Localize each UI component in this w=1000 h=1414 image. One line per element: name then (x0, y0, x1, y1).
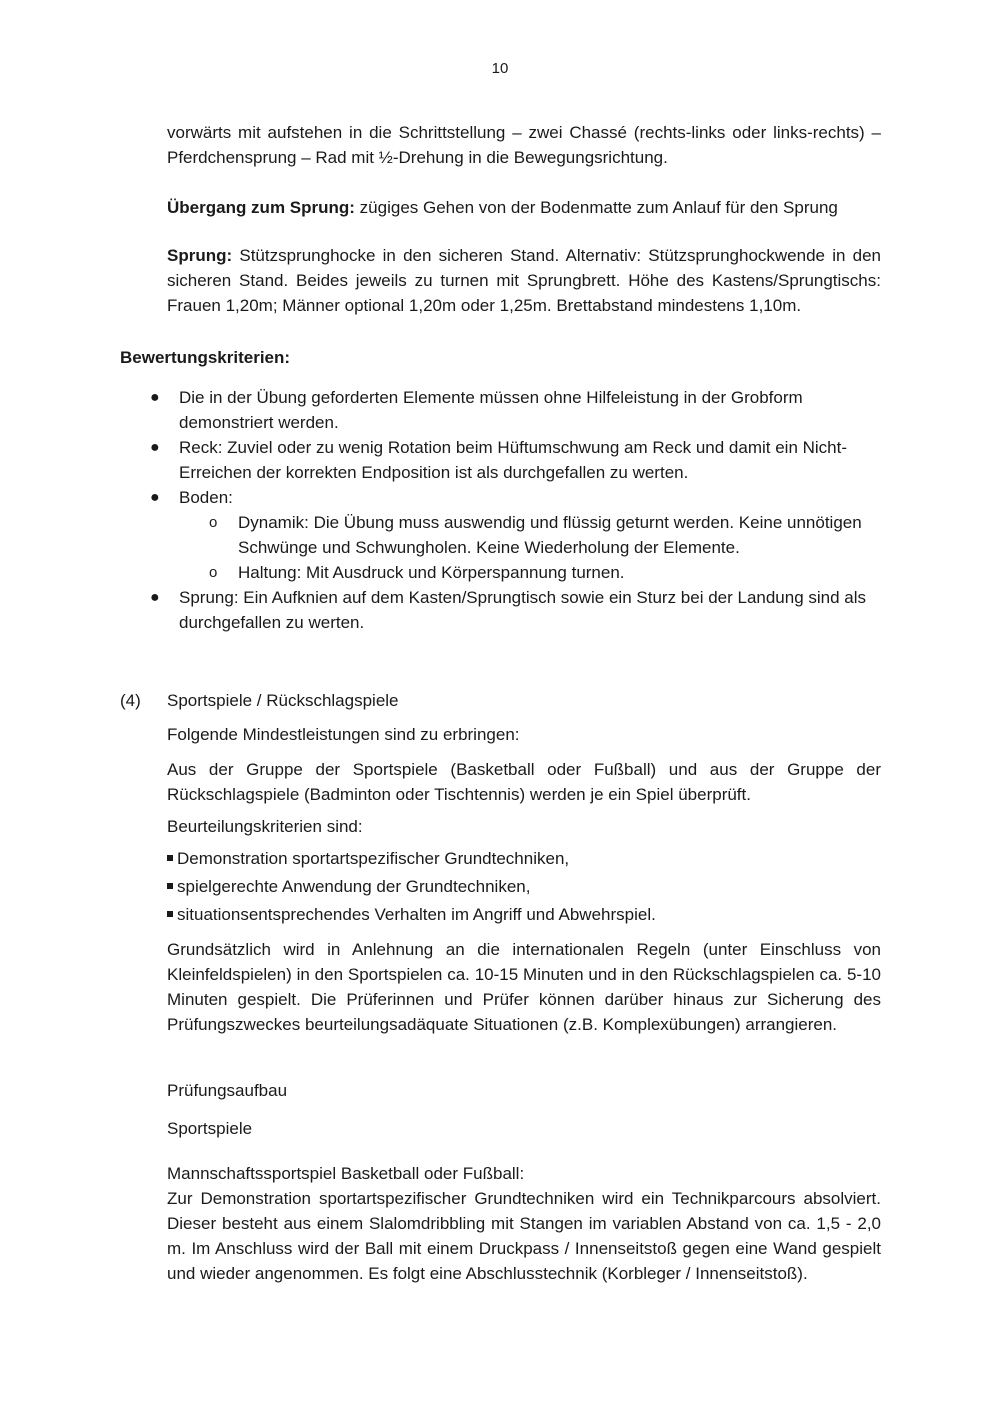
circle-bullet-icon: o (209, 514, 218, 531)
team-sport-paragraph: Zur Demonstration sportartspezifischer Grundtechniken wird ein Technikparcours absolviert. Dieser besteht aus einem Slalomdribbling mit Stangen im variablen Abstand von ca. 1,5 - 2,0 m. Im Anschluss wird der Ball mit einem Druckpass / Innenseitstoß gegen eine Wand gespielt und wieder angenommen. Es folgt eine Abschlusstechnik (Korbleger / Innenseitstoß). (167, 1189, 881, 1283)
square-bullet-icon (167, 883, 173, 889)
criteria-item-text: Die in der Übung geforderten Elemente müssen ohne Hilfeleistung in der Grobform demonstriert werden. (179, 388, 803, 432)
sub-item-text: Haltung: Mit Ausdruck und Körperspannung turnen. (238, 563, 625, 582)
section-number: (4) (120, 691, 141, 710)
jump-label: Sprung: (167, 246, 233, 265)
structure-label: Prüfungsaufbau (167, 1081, 288, 1100)
jump-paragraph (167, 243, 881, 318)
groups-paragraph: Aus der Gruppe der Sportspiele (Basketball oder Fußball) und aus der Gruppe der Rückschlagspiele (Badminton oder Tischtennis) werden je ein Spiel überprüft. (167, 760, 881, 804)
list-item (167, 873, 867, 901)
list-item (167, 901, 867, 929)
min-requirements-text: Folgende Mindestleistungen sind zu erbringen: (167, 725, 520, 744)
criteria-item-text: spielgerechte Anwendung der Grundtechniken, (177, 877, 531, 896)
sub-item-text: Dynamik: Die Übung muss auswendig und flüssig geturnt werden. Keine unnötigen Schwünge und Schwungholen. Keine Wiederholung der Elemente. (238, 513, 862, 557)
transition-label: Übergang zum Sprung: (167, 198, 355, 217)
list-item (150, 385, 870, 435)
section-title: Sportspiele / Rückschlagspiele (167, 691, 399, 710)
criteria-item-text: Sprung: Ein Aufknien auf dem Kasten/Sprungtisch sowie ein Sturz bei der Landung sind als durchgefallen zu werten. (179, 588, 867, 632)
criteria-item-text: Boden: (179, 488, 233, 507)
criteria-list (150, 385, 870, 635)
criteria-heading: Bewertungskriterien: (120, 348, 291, 367)
bullet-icon: ● (150, 439, 160, 456)
bullet-icon: ● (150, 389, 160, 406)
list-item (179, 510, 870, 560)
assessment-criteria-list (167, 845, 867, 929)
list-item (179, 560, 870, 585)
intro-paragraph: vorwärts mit aufstehen in die Schrittstellung – zwei Chassé (rechts-links oder links-rechts) – Pferdchensprung – Rad mit ½-Drehung in die Bewegungsrichtung. (167, 123, 881, 167)
criteria-item-text: Demonstration sportartspezifischer Grundtechniken, (177, 849, 570, 868)
page-number: 10 (491, 60, 509, 77)
criteria-item-text: Reck: Zuviel oder zu wenig Rotation beim Hüftumschwung am Reck und damit ein Nicht-Erreichen der korrekten Endposition ist als durchgefallen zu werten. (179, 438, 848, 482)
square-bullet-icon (167, 855, 173, 861)
transition-text: zügiges Gehen von der Bodenmatte zum Anlauf für den Sprung (354, 198, 838, 217)
criteria-label: Beurteilungskriterien sind: (167, 817, 363, 836)
rules-paragraph: Grundsätzlich wird in Anlehnung an die internationalen Regeln (unter Einschluss von Kleinfeldspielen) in den Sportspielen ca. 10-15 Minuten und in den Rückschlagspielen ca. 5-10 Minuten gespielt. Die Prüferinnen und Prüfer können darüber hinaus zur Sicherung des Prüfungszweckes beurteilungsadäquate Situationen (z.B. Komplexübungen) arrangieren. (167, 940, 881, 1034)
team-sport-title: Mannschaftssportspiel Basketball oder Fußball: (167, 1164, 525, 1183)
list-item (150, 435, 870, 485)
list-item (167, 845, 867, 873)
list-item (150, 585, 870, 635)
square-bullet-icon (167, 911, 173, 917)
jump-text: Stützsprunghocke in den sicheren Stand. Alternativ: Stützsprunghockwende in den sicheren Stand. Beides jeweils zu turnen mit Sprungbrett. Höhe des Kastens/Sprungtischs: Frauen 1,20m; Männer optional 1,20m oder 1,25m. Brettabstand mindestens 1,10m. (167, 246, 881, 315)
bullet-icon: ● (150, 489, 160, 506)
transition-paragraph (167, 195, 881, 220)
bullet-icon: ● (150, 589, 160, 606)
boden-sublist (179, 510, 870, 585)
criteria-item-text: situationsentsprechendes Verhalten im Angriff und Abwehrspiel. (177, 905, 656, 924)
circle-bullet-icon: o (209, 564, 218, 581)
list-item (150, 485, 870, 585)
sports-label: Sportspiele (167, 1119, 253, 1138)
